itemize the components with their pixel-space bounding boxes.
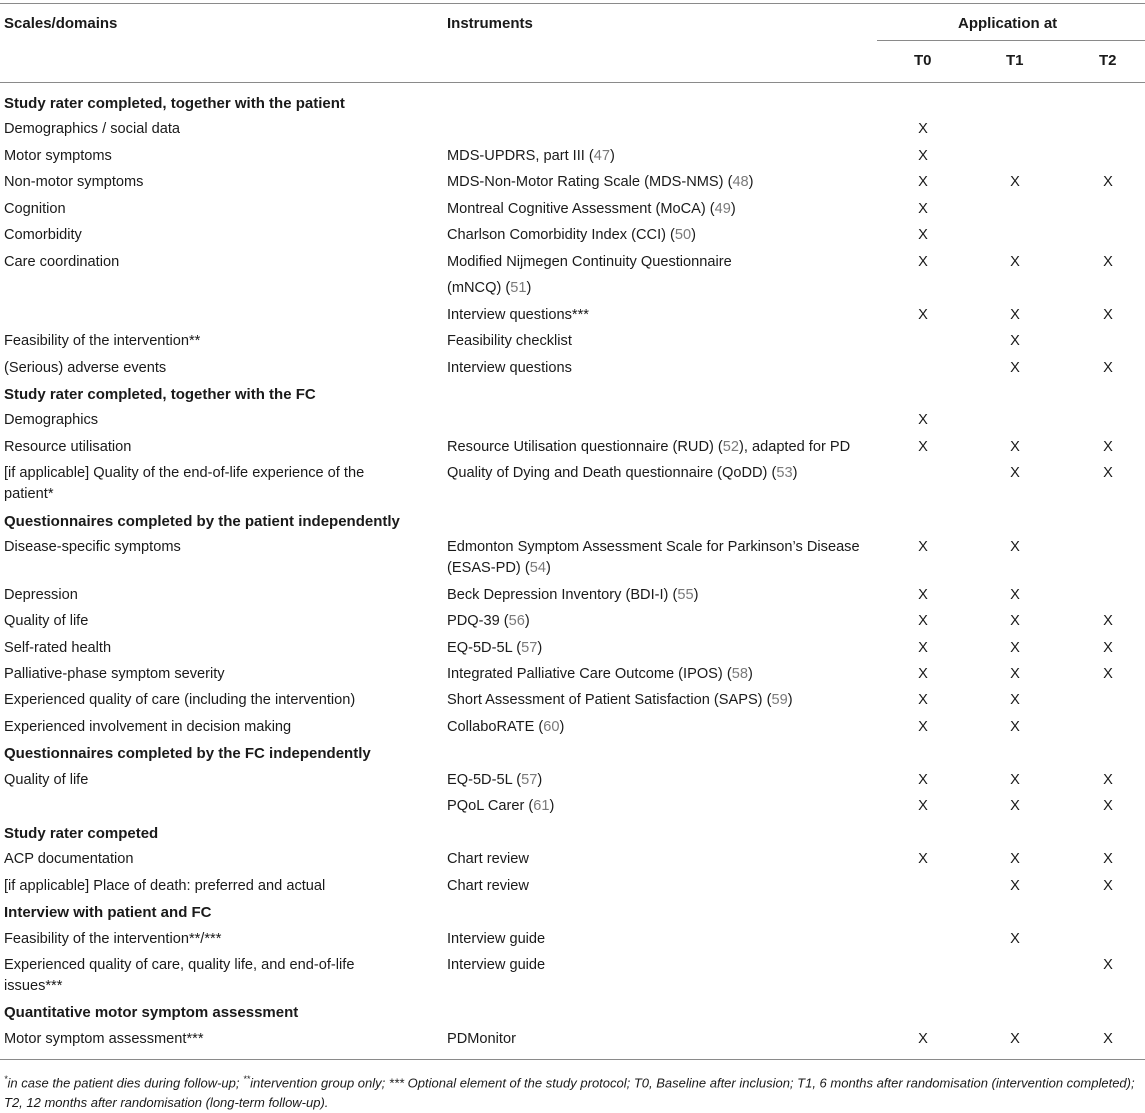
instrument-name: (mNCQ) (	[447, 280, 511, 297]
domain-cell: Disease-specific symptoms	[4, 539, 181, 556]
domain-cell: Self-rated health	[4, 639, 112, 656]
domain-cell: Motor symptoms	[4, 147, 112, 164]
application-mark-t0: X	[918, 639, 928, 656]
table-bottom-rule	[0, 1059, 1145, 1060]
instrument-suffix: )	[747, 666, 753, 682]
domain-cell: [if applicable] Place of death: preferred and actual	[4, 877, 326, 894]
instrument-cell	[447, 770, 867, 791]
table-footnote	[4, 1069, 1142, 1113]
application-mark-t1: X	[1010, 877, 1020, 894]
application-header-rule	[877, 40, 1145, 41]
application-mark-t0: X	[918, 539, 928, 556]
instrument-name: Interview guide	[447, 956, 546, 973]
footnote-part-2: intervention group only; *** Optional element of the study protocol; T0, Baseline after inclusion; T1, 6 months after randomisation (intervention completed); T2, 12 months after randomisation (long-term follow-up).	[4, 1075, 1135, 1111]
application-mark-t0: X	[918, 692, 928, 709]
column-header-t1: T1	[1006, 52, 1024, 69]
application-mark-t0: X	[918, 200, 928, 217]
application-mark-t2: X	[1103, 771, 1113, 788]
instrument-cell	[447, 172, 867, 193]
instrument-name: PQoL Carer (	[447, 798, 534, 815]
instrument-name: Short Assessment of Patient Satisfaction (SAPS) (	[447, 692, 772, 709]
column-header-scales: Scales/domains	[4, 15, 118, 32]
reference-number: 59	[771, 692, 788, 709]
instrument-suffix: )	[526, 280, 532, 297]
application-mark-t1: X	[1010, 1030, 1020, 1047]
instrument-cell	[447, 225, 867, 246]
application-mark-t0: X	[918, 851, 928, 868]
reference-number: 58	[731, 666, 748, 682]
application-mark-t1: X	[1010, 666, 1020, 682]
instrument-cell	[447, 796, 867, 817]
application-mark-t2: X	[1103, 465, 1113, 482]
application-mark-t1: X	[1010, 851, 1020, 868]
section-heading: Questionnaires completed by the FC independently	[4, 745, 371, 763]
instrument-suffix: )	[537, 771, 543, 788]
application-mark-t1: X	[1010, 438, 1020, 455]
instrument-name: Modified Nijmegen Continuity Questionnaire	[447, 253, 732, 270]
instrument-cell	[447, 638, 867, 659]
instrument-suffix: )	[792, 465, 798, 482]
instrument-name: EQ-5D-5L (	[447, 639, 522, 656]
domain-cell: (Serious) adverse events	[4, 359, 167, 376]
instrument-name: Chart review	[447, 877, 529, 894]
instrument-name: CollaboRATE (	[447, 718, 544, 735]
application-mark-t0: X	[918, 121, 928, 138]
application-mark-t0: X	[918, 227, 928, 244]
domain-cell: Motor symptom assessment***	[4, 1030, 204, 1047]
reference-number: 51	[510, 280, 527, 297]
application-mark-t0: X	[918, 253, 928, 270]
application-mark-t1: X	[1010, 586, 1020, 603]
domain-cell: Care coordination	[4, 253, 120, 270]
application-mark-t0: X	[918, 798, 928, 815]
domain-cell: Comorbidity	[4, 227, 82, 244]
application-mark-t1: X	[1010, 333, 1020, 350]
domain-cell: Experienced involvement in decision making	[4, 718, 292, 735]
instrument-cell	[447, 278, 867, 299]
instrument-cell	[447, 199, 867, 220]
instrument-cell	[447, 955, 867, 976]
domain-cell: Feasibility of the intervention**	[4, 333, 201, 350]
application-mark-t2: X	[1103, 956, 1113, 973]
instrument-name: Beck Depression Inventory (BDI-I) (	[447, 586, 678, 603]
application-mark-t1: X	[1010, 771, 1020, 788]
application-mark-t0: X	[918, 174, 928, 191]
application-mark-t1: X	[1010, 692, 1020, 709]
domain-cell: Demographics / social data	[4, 121, 181, 138]
reference-number: 61	[533, 798, 550, 815]
application-mark-t1: X	[1010, 539, 1020, 556]
section-heading: Study rater completed, together with the FC	[4, 385, 316, 403]
application-mark-t0: X	[918, 771, 928, 788]
column-header-t2: T2	[1099, 52, 1117, 69]
instrument-name: Edmonton Symptom Assessment Scale for Parkinson’s Disease (ESAS-PD) (	[447, 539, 860, 577]
application-mark-t2: X	[1103, 798, 1113, 815]
instrument-suffix: )	[524, 613, 530, 630]
application-mark-t2: X	[1103, 613, 1113, 630]
application-mark-t2: X	[1103, 851, 1113, 868]
instrument-suffix: )	[730, 200, 736, 217]
application-mark-t1: X	[1010, 359, 1020, 376]
instrument-name: Interview guide	[447, 930, 546, 947]
instrument-name: Feasibility checklist	[447, 333, 572, 350]
domain-cell: Palliative-phase symptom severity	[4, 666, 225, 682]
instrument-suffix: )	[693, 586, 699, 603]
instrument-suffix: )	[549, 798, 555, 815]
domain-cell: Feasibility of the intervention**/***	[4, 930, 222, 947]
domain-cell: Resource utilisation	[4, 438, 132, 455]
reference-number: 54	[529, 560, 546, 577]
application-mark-t2: X	[1103, 877, 1113, 894]
application-mark-t1: X	[1010, 930, 1020, 947]
application-mark-t2: X	[1103, 639, 1113, 656]
section-heading: Questionnaires completed by the patient independently	[4, 512, 400, 530]
application-mark-t1: X	[1010, 465, 1020, 482]
column-header-t0: T0	[914, 52, 932, 69]
domain-cell: Non-motor symptoms	[4, 174, 144, 191]
instrument-cell	[447, 305, 867, 326]
application-mark-t2: X	[1103, 359, 1113, 376]
instrument-suffix: )	[537, 639, 543, 656]
instrument-name: PDQ-39 (	[447, 613, 509, 630]
application-mark-t0: X	[918, 613, 928, 630]
application-mark-t0: X	[918, 718, 928, 735]
application-mark-t2: X	[1103, 253, 1113, 270]
column-header-instruments: Instruments	[447, 15, 533, 32]
domain-cell: Quality of life	[4, 613, 89, 630]
application-mark-t1: X	[1010, 639, 1020, 656]
reference-number: 53	[776, 465, 793, 482]
reference-number: 48	[732, 174, 749, 191]
instrument-name: Chart review	[447, 851, 529, 868]
section-heading: Interview with patient and FC	[4, 904, 212, 922]
instrument-cell	[447, 1029, 867, 1050]
instrument-cell	[447, 537, 867, 579]
instrument-cell	[447, 876, 867, 897]
instrument-suffix: )	[559, 718, 565, 735]
instrument-name: Resource Utilisation questionnaire (RUD) (	[447, 438, 723, 455]
instrument-cell	[447, 664, 867, 685]
instrument-name: Charlson Comorbidity Index (CCI) (	[447, 227, 675, 244]
application-mark-t2: X	[1103, 306, 1113, 323]
reference-number: 55	[677, 586, 694, 603]
table-top-rule	[0, 3, 1145, 4]
instrument-name: Quality of Dying and Death questionnaire (QoDD) (	[447, 465, 777, 482]
instrument-cell	[447, 331, 867, 352]
instrument-cell	[447, 611, 867, 632]
reference-number: 47	[593, 147, 610, 164]
application-mark-t0: X	[918, 586, 928, 603]
instrument-name: MDS-UPDRS, part III (	[447, 147, 594, 164]
domain-cell: Experienced quality of care, quality life, and end-of-life issues***	[4, 956, 355, 994]
instrument-name: Interview questions***	[447, 306, 589, 323]
instrument-suffix: )	[610, 147, 615, 164]
instrument-suffix: )	[787, 692, 793, 709]
domain-cell: Cognition	[4, 200, 66, 217]
instrument-name: Interview questions	[447, 359, 572, 376]
instrument-name: PDMonitor	[447, 1030, 516, 1047]
instrument-cell	[447, 146, 867, 167]
application-mark-t2: X	[1103, 438, 1113, 455]
application-mark-t2: X	[1103, 174, 1113, 191]
instrument-suffix: )	[748, 174, 754, 191]
instrument-cell	[447, 358, 867, 379]
application-mark-t1: X	[1010, 718, 1020, 735]
reference-number: 56	[508, 613, 525, 630]
section-heading: Study rater competed	[4, 824, 159, 842]
application-mark-t1: X	[1010, 306, 1020, 323]
application-mark-t1: X	[1010, 613, 1020, 630]
section-heading: Quantitative motor symptom assessment	[4, 1004, 299, 1022]
domain-cell: Experienced quality of care (including the intervention)	[4, 692, 356, 709]
reference-number: 50	[674, 227, 692, 244]
domain-cell: [if applicable] Quality of the end-of-life experience of the patient*	[4, 465, 365, 503]
table-header-rule	[0, 82, 1145, 83]
application-mark-t0: X	[918, 438, 928, 455]
application-mark-t1: X	[1010, 174, 1020, 191]
instrument-cell	[447, 252, 867, 273]
application-mark-t0: X	[918, 412, 928, 429]
instrument-name: MDS-Non-Motor Rating Scale (MDS-NMS) (	[447, 174, 733, 191]
application-mark-t0: X	[918, 306, 928, 323]
domain-cell: ACP documentation	[4, 851, 134, 868]
instrument-cell	[447, 929, 867, 950]
instrument-cell	[447, 690, 867, 711]
application-mark-t2: X	[1103, 1030, 1113, 1047]
footnote-star-1: *	[4, 1074, 8, 1084]
footnote-part-1: in case the patient dies during follow-up;	[7, 1075, 244, 1091]
reference-number: 52	[722, 438, 739, 455]
application-mark-t0: X	[918, 1030, 928, 1047]
instrument-cell	[447, 849, 867, 870]
reference-number: 60	[543, 718, 560, 735]
domain-cell: Depression	[4, 586, 78, 603]
application-mark-t1: X	[1010, 798, 1020, 815]
reference-number: 57	[521, 639, 538, 656]
instrument-name: EQ-5D-5L (	[447, 771, 522, 788]
instrument-suffix: )	[691, 227, 697, 244]
instrument-cell	[447, 717, 867, 738]
instrument-name: Montreal Cognitive Assessment (MoCA) (	[447, 200, 715, 217]
instrument-cell	[447, 463, 867, 484]
section-heading: Study rater completed, together with the patient	[4, 95, 345, 112]
instrument-suffix: )	[545, 560, 551, 577]
application-mark-t0: X	[918, 147, 928, 164]
application-mark-t0: X	[918, 666, 928, 682]
domain-cell: Quality of life	[4, 771, 89, 788]
application-mark-t2: X	[1103, 666, 1113, 682]
reference-number: 49	[714, 200, 731, 217]
domain-cell: Demographics	[4, 412, 99, 429]
application-mark-t1: X	[1010, 253, 1020, 270]
instrument-name: Integrated Palliative Care Outcome (IPOS) (	[447, 666, 732, 682]
instrument-cell	[447, 437, 867, 458]
reference-number: 57	[521, 771, 538, 788]
instrument-cell	[447, 585, 867, 606]
footnote-star-2: **	[243, 1074, 251, 1084]
column-header-application-at: Application at	[958, 15, 1058, 32]
instrument-suffix: ), adapted for PD	[739, 438, 851, 455]
